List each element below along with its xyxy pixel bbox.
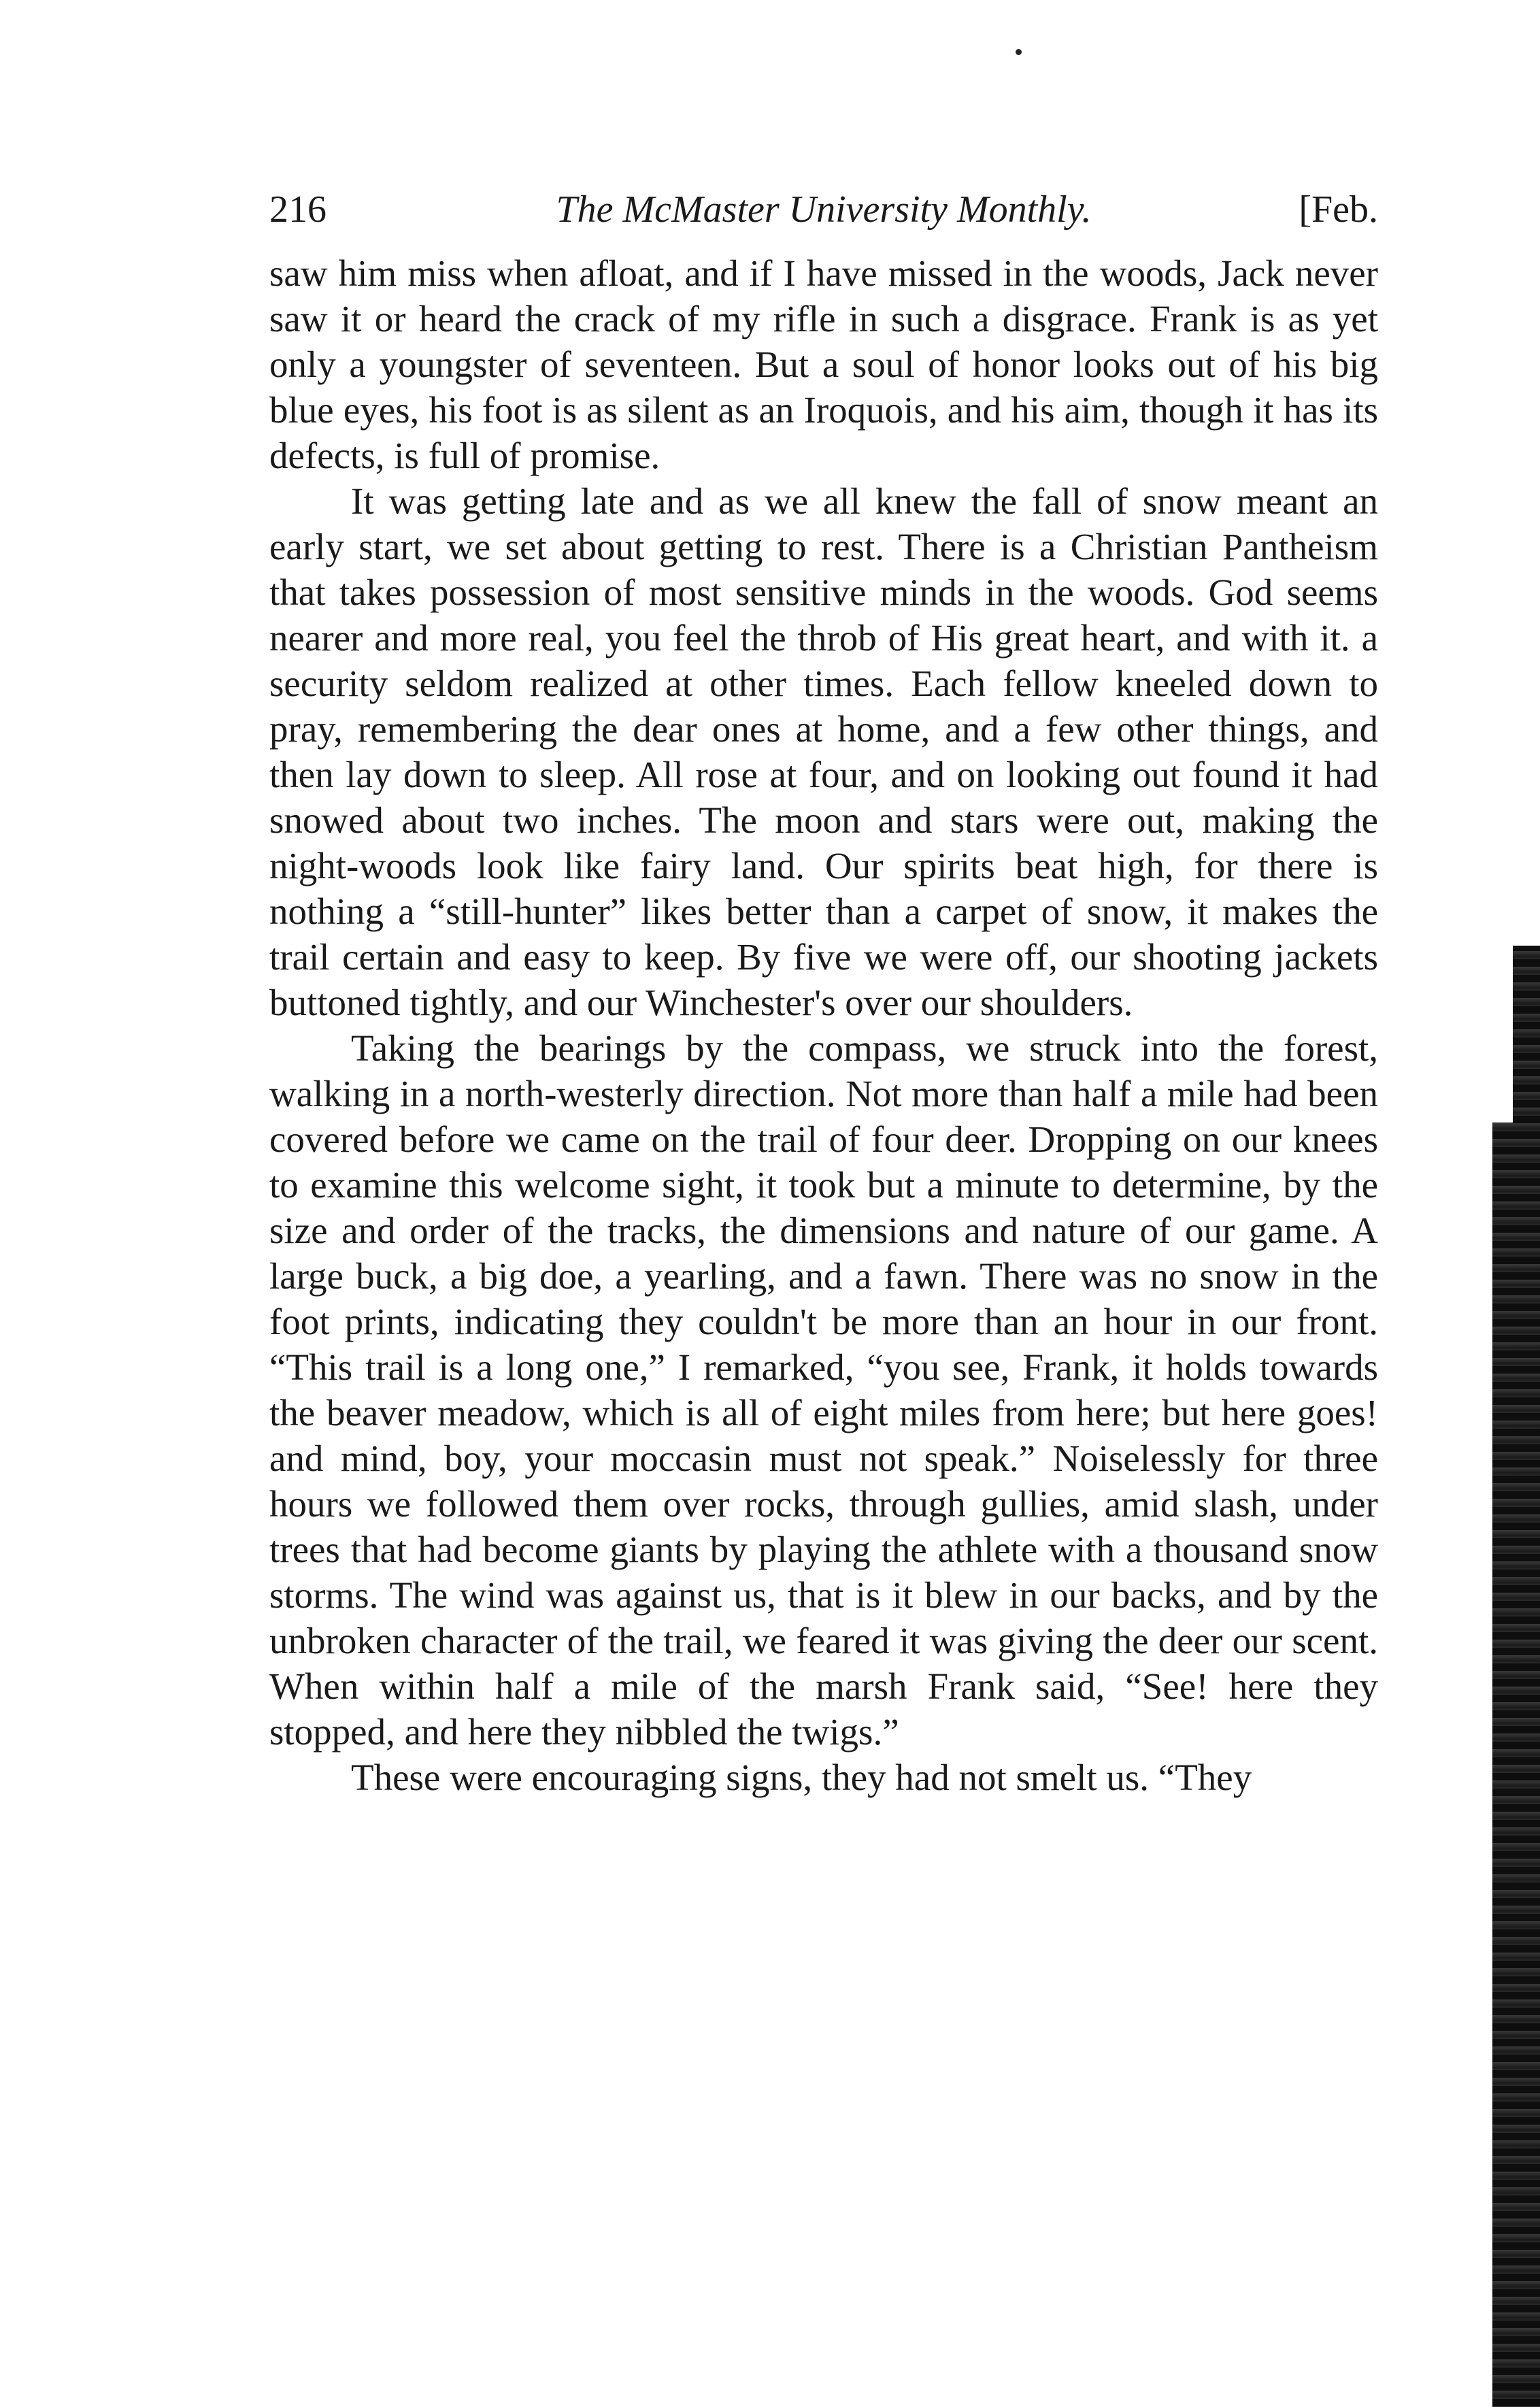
binding-edge-gap	[1492, 946, 1513, 1123]
binding-edge-shadow	[1492, 803, 1540, 2407]
issue-month: [Feb.	[1299, 188, 1378, 231]
running-head	[269, 182, 1378, 237]
paragraph: These were encouraging signs, they had not smelt us. “They	[351, 1757, 1252, 1798]
page-number: 216	[269, 188, 327, 231]
paragraph: It was getting late and as we all knew the fall of snow meant an early start, we set about getting to rest. There is a Christian Pantheism that takes possession of most sensitive minds in the woods. God seems nearer and more real, you feel the throb of His great heart, and with it. a security seldom realized at other times. Each fellow kneeled down to pray, remembering the dear ones at home, and a few other things, and then lay down to sleep. All rose at four, and on looking out found it had snowed about two inches. The moon and stars were out, making the night-woods look like fairy land. Our spirits beat high, for there is nothing a “still-hunter” likes better than a carpet of snow, it makes the trail certain and easy to keep. By five we were off, our shooting jackets buttoned tightly, and our Winchester's over our shoulders.	[269, 480, 1378, 1023]
binding-edge-gap	[1492, 803, 1540, 946]
paragraph-continued: saw him miss when afloat, and if I have missed in the woods, Jack never saw it or heard the crack of my rifle in such a disgrace. Frank is as yet only a youngster of seventeen. But a soul of honor looks out of his big blue eyes, his foot is as silent as an Iroquois, and his aim, though it has its defects, is full of promise.	[269, 252, 1378, 476]
paragraph: Taking the bearings by the compass, we struck into the forest, walking in a north-westerly direction. Not more than half a mile had been covered before we came on the trail of four deer. Dropping on our knees to examine this welcome sight, it took but a minute to determine, by the size and order of the tracks, the dimensions and nature of our game. A large buck, a big doe, a yearling, and a fawn. There was no snow in the foot prints, indicating they couldn't be more than an hour in our front. “This trail is a long one,” I remarked, “you see, Frank, it holds towards the beaver meadow, which is all of eight miles from here; but here goes! and mind, boy, your moccasin must not speak.” Noiselessly for three hours we followed them over rocks, through gullies, amid slash, under trees that had become giants by playing the athlete with a thousand snow storms. The wind was against us, that is it blew in our backs, and by the unbroken character of the trail, we feared it was giving the deer our scent. When within half a mile of the marsh Frank said, “See! here they stopped, and here they nibbled the twigs.”	[269, 1027, 1378, 1753]
article-body	[269, 250, 1378, 1800]
ink-speck	[1016, 49, 1022, 55]
journal-title: The McMaster University Monthly.	[556, 188, 1092, 231]
